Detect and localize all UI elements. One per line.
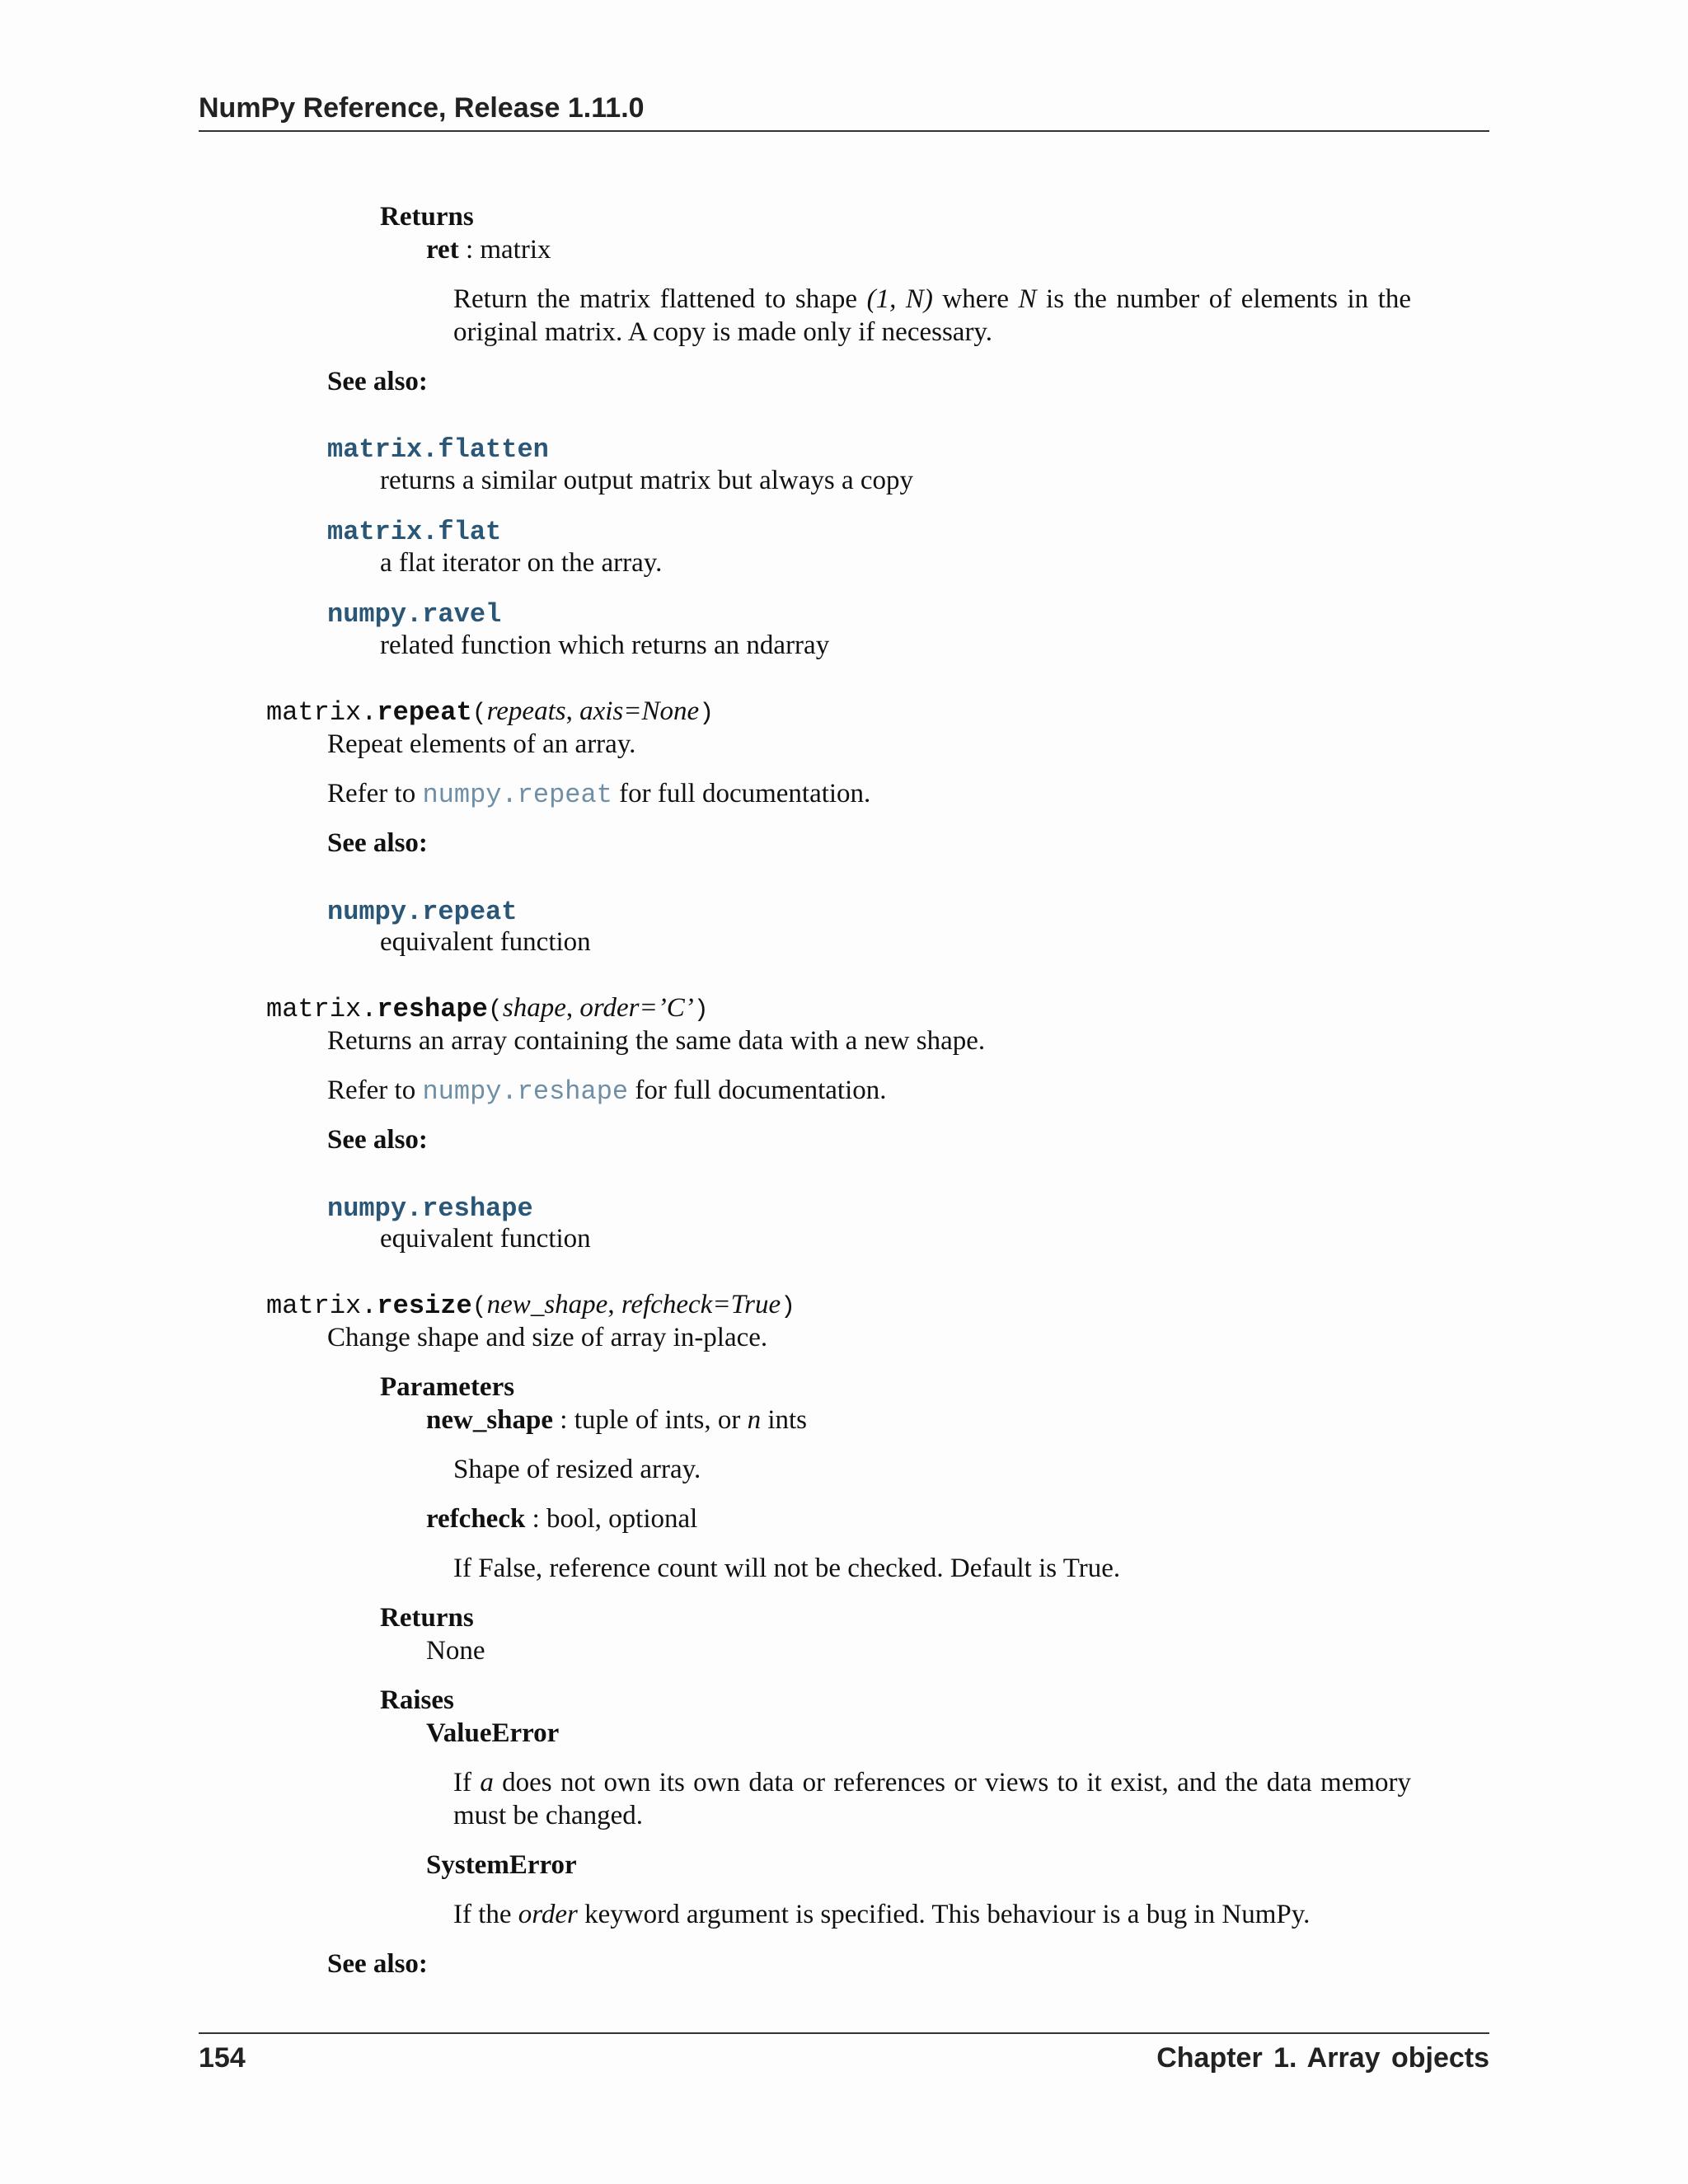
param-new-shape: new_shape : tuple of ints, or n ints	[426, 1405, 808, 1435]
link-numpy-reshape[interactable]: numpy.reshape	[422, 1076, 629, 1107]
parameters-heading: Parameters	[380, 1372, 515, 1402]
running-header: NumPy Reference, Release 1.11.0	[199, 92, 645, 124]
see-also-desc: equivalent function	[380, 1224, 591, 1254]
reshape-refer: Refer to numpy.reshape for full documentation.	[327, 1076, 887, 1107]
repeat-summary: Repeat elements of an array.	[327, 729, 636, 759]
footer-rule	[199, 2032, 1489, 2034]
repeat-refer: Refer to numpy.repeat for full documentation.	[327, 779, 871, 810]
signature-matrix-repeat: matrix.repeat(repeats, axis=None)	[266, 696, 715, 728]
returns-value: None	[426, 1636, 485, 1666]
see-also-heading: See also:	[327, 367, 428, 396]
chapter-footer: Chapter 1. Array objects	[1156, 2042, 1489, 2074]
see-also-heading: See also:	[327, 1949, 428, 1979]
ret-type: : matrix	[458, 235, 551, 265]
see-also-link-matrix-flatten[interactable]: matrix.flatten	[327, 434, 549, 465]
see-also-link-numpy-repeat[interactable]: numpy.repeat	[327, 897, 518, 927]
see-also-heading: See also:	[327, 1125, 428, 1155]
raises-systemerror-desc: If the order keyword argument is specified. This behaviour is a bug in NumPy.	[453, 1900, 1311, 1929]
signature-matrix-reshape: matrix.reshape(shape, order=’C’)	[266, 993, 709, 1024]
returns-heading: Returns	[380, 202, 474, 232]
see-also-heading: See also:	[327, 828, 428, 858]
see-also-desc: returns a similar output matrix but always a copy	[380, 466, 914, 495]
raises-heading: Raises	[380, 1685, 454, 1715]
see-also-link-matrix-flat[interactable]: matrix.flat	[327, 517, 502, 547]
see-also-link-numpy-reshape[interactable]: numpy.reshape	[327, 1193, 533, 1224]
ret-name: ret	[426, 235, 459, 265]
param-new-shape-desc: Shape of resized array.	[453, 1455, 701, 1484]
raises-valueerror: ValueError	[426, 1718, 560, 1748]
see-also-desc: equivalent function	[380, 927, 591, 957]
returns-heading: Returns	[380, 1603, 474, 1633]
reshape-summary: Returns an array containing the same data with a new shape.	[327, 1026, 986, 1056]
ret-description: Return the matrix flattened to shape (1, N) where N is the number of elements in the original matrix. A copy is made only if necessary.	[453, 284, 1412, 347]
param-refcheck: refcheck : bool, optional	[426, 1504, 698, 1534]
signature-matrix-resize: matrix.resize(new_shape, refcheck=True)	[266, 1290, 796, 1321]
link-numpy-repeat[interactable]: numpy.repeat	[422, 780, 612, 810]
raises-systemerror: SystemError	[426, 1850, 577, 1880]
resize-summary: Change shape and size of array in-place.	[327, 1323, 768, 1352]
header-rule	[199, 130, 1489, 132]
return-ret-line	[426, 233, 551, 266]
page-number: 154	[199, 2042, 246, 2074]
see-also-link-numpy-ravel[interactable]: numpy.ravel	[327, 599, 502, 630]
param-refcheck-desc: If False, reference count will not be checked. Default is True.	[453, 1554, 1121, 1583]
see-also-desc: a flat iterator on the array.	[380, 548, 663, 578]
see-also-desc: related function which returns an ndarray	[380, 630, 830, 660]
raises-valueerror-desc: If a does not own its own data or references or views to it exist, and the data memory must be changed.	[453, 1768, 1411, 1830]
